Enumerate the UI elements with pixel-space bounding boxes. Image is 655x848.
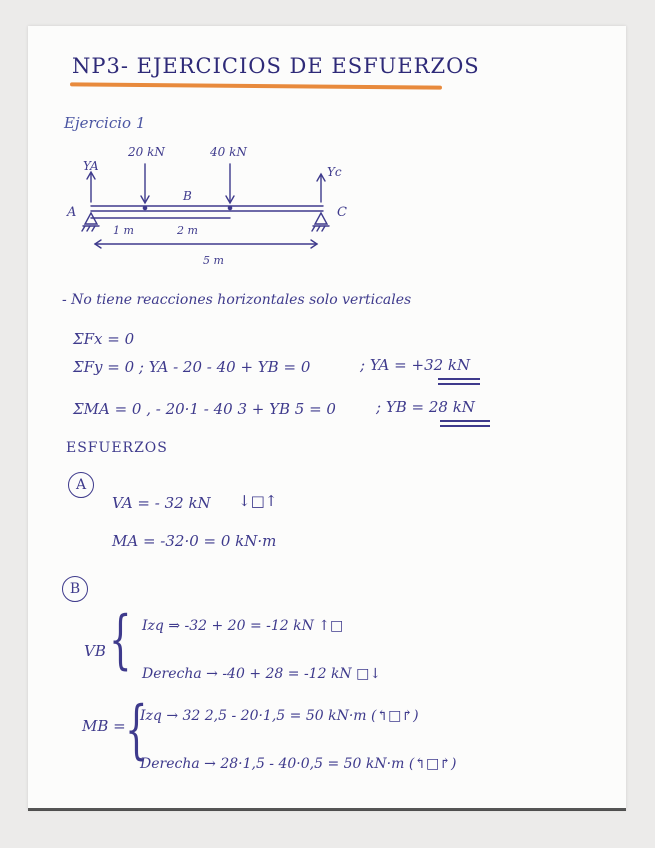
shear-b-label: VB bbox=[84, 642, 106, 660]
shear-b-left: Izq ⇒ -32 + 20 = -12 kN ↑□ bbox=[142, 618, 344, 634]
dim-total-label: 5 m bbox=[203, 254, 224, 267]
sum-fx-equation: ΣFx = 0 bbox=[73, 330, 135, 348]
point-b-label: B bbox=[183, 189, 192, 203]
moment-b-brace: { bbox=[125, 693, 148, 767]
page-title: NP3- EJERCICIOS DE ESFUERZOS bbox=[72, 54, 480, 78]
moment-b-right: Derecha → 28·1,5 - 40·0,5 = 50 kN·m (↰□↱) bbox=[140, 756, 457, 772]
sum-fy-equation: ΣFy = 0 ; YA - 20 - 40 + YB = 0 bbox=[73, 358, 311, 376]
support-c-icon bbox=[315, 213, 327, 224]
moment-a-value: MA = -32·0 = 0 kN·m bbox=[112, 532, 277, 550]
ya-underline bbox=[438, 378, 480, 380]
dim-2m-label: 2 m bbox=[177, 224, 198, 237]
point-a-circle: A bbox=[68, 472, 94, 498]
moment-b-label: MB = bbox=[82, 717, 126, 735]
yb-result: ; YB = 28 kN bbox=[376, 398, 475, 416]
point-a-label: A bbox=[67, 205, 77, 220]
reaction-c-label: Yc bbox=[327, 165, 342, 179]
beam-diagram bbox=[55, 136, 375, 276]
load-40-label: 40 kN bbox=[210, 145, 247, 159]
shear-b-right: Derecha → -40 + 28 = -12 kN □↓ bbox=[142, 666, 382, 682]
shear-a-sign-icon: ↓□↑ bbox=[238, 492, 278, 510]
point-b-circle: B bbox=[62, 576, 88, 602]
load-20-label: 20 kN bbox=[128, 145, 165, 159]
sum-ma-equation: ΣMA = 0 , - 20·1 - 40 3 + YB 5 = 0 bbox=[73, 400, 336, 418]
shear-b-brace: { bbox=[109, 603, 132, 677]
ya-result: ; YA = +32 kN bbox=[360, 356, 471, 374]
shear-a-value: VA = - 32 kN bbox=[112, 494, 211, 512]
reaction-a-label: YA bbox=[83, 159, 99, 173]
moment-b-left: Izq → 32 2,5 - 20·1,5 = 50 kN·m (↰□↱) bbox=[140, 708, 419, 724]
page-edge-shadow bbox=[28, 808, 626, 811]
exercise-title: Ejercicio 1 bbox=[64, 114, 146, 132]
yb-underline bbox=[440, 420, 490, 422]
point-c-label: C bbox=[337, 205, 347, 220]
reactions-note: - No tiene reacciones horizontales solo verticales bbox=[62, 292, 412, 308]
section-heading: ESFUERZOS bbox=[66, 440, 168, 456]
dim-1m-label: 1 m bbox=[113, 224, 134, 237]
